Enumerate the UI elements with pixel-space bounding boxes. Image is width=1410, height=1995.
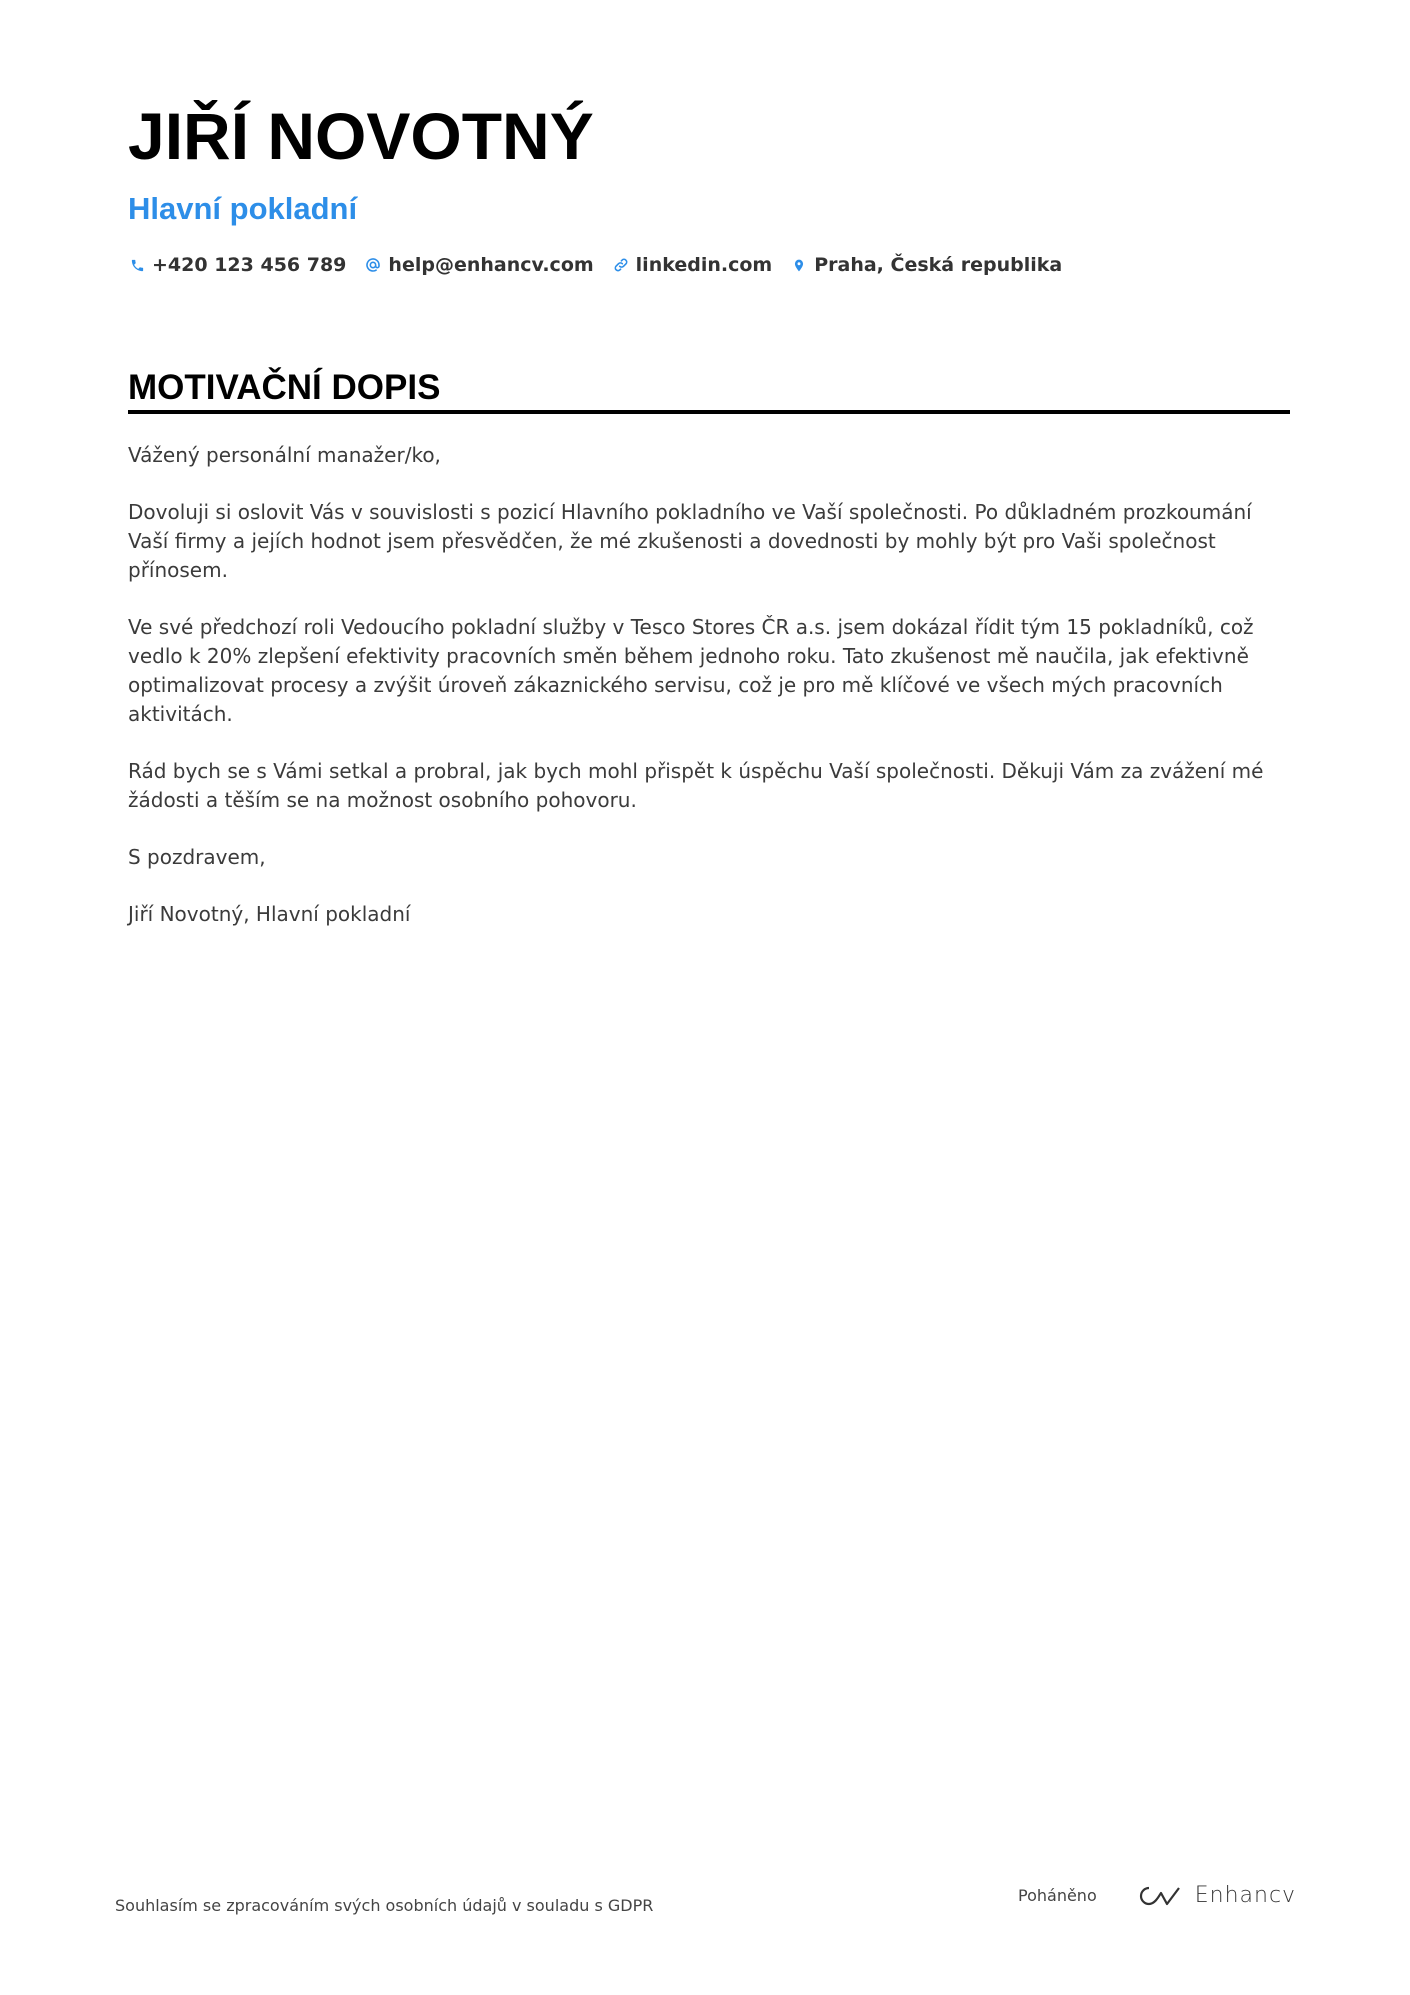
brand-logo[interactable]	[1137, 1883, 1296, 1908]
letter-body	[128, 441, 1290, 957]
letter-paragraph: Rád bych se s Vámi setkal a probral, jak bych mohl přispět k úspěchu Vaší společnosti. Děkuji Vám za zvážení mé žádosti a těším se na možnost osobního pohovoru.	[128, 759, 1264, 812]
location-text: Praha, Česká republika	[814, 254, 1063, 276]
at-icon	[364, 256, 382, 274]
phone-text: +420 123 456 789	[152, 254, 347, 276]
powered-by-label: Poháněno	[1018, 1886, 1097, 1905]
letter-signature: Jiří Novotný, Hlavní pokladní	[128, 902, 411, 926]
footer-branding[interactable]	[1018, 1883, 1296, 1908]
contact-location	[790, 254, 1062, 276]
section-divider	[128, 410, 1290, 414]
contact-info	[128, 254, 1080, 276]
section-header	[128, 370, 1290, 405]
letter-greeting: Vážený personální manažer/ko,	[128, 443, 441, 467]
section-title: MOTIVAČNÍ DOPIS	[128, 368, 441, 407]
letter-paragraph: Dovoluji si oslovit Vás v souvislosti s pozicí Hlavního pokladního ve Vaší společnosti. Po důkladném prozkoumání Vaší firmy a jejích hodnot jsem přesvědčen, že mé zkušenosti a dovednosti by mohly být pro Vaši společnost přínosem.	[128, 500, 1252, 582]
link-icon	[612, 256, 630, 274]
email-text: help@enhancv.com	[388, 254, 594, 276]
brand-name: Enhancv	[1194, 1883, 1297, 1908]
linkedin-text: linkedin.com	[635, 254, 773, 276]
contact-email[interactable]	[364, 254, 593, 276]
letter-closing: S pozdravem,	[128, 845, 266, 869]
enhancv-logo-icon	[1137, 1884, 1183, 1908]
contact-phone	[128, 254, 346, 276]
contact-linkedin[interactable]	[612, 254, 773, 276]
job-title: Hlavní pokladní	[128, 191, 358, 226]
candidate-name: JIŘÍ NOVOTNÝ	[128, 99, 594, 173]
letter-paragraph: Ve své předchozí roli Vedoucího pokladní služby v Tesco Stores ČR a.s. jsem dokázal řídit tým 15 pokladníků, což vedlo k 20% zlepšení efektivity pracovních směn během jednoho roku. Tato zkušenost mě naučila, jak efektivně optimalizovat procesy a zvýšit úroveň zákaznického servisu, což je pro mě klíčové ve všech mých pracovních aktivitách.	[128, 615, 1254, 726]
gdpr-consent-text: Souhlasím se zpracováním svých osobních údajů v souladu s GDPR	[115, 1896, 654, 1915]
location-pin-icon	[790, 256, 808, 274]
phone-icon	[128, 256, 146, 274]
